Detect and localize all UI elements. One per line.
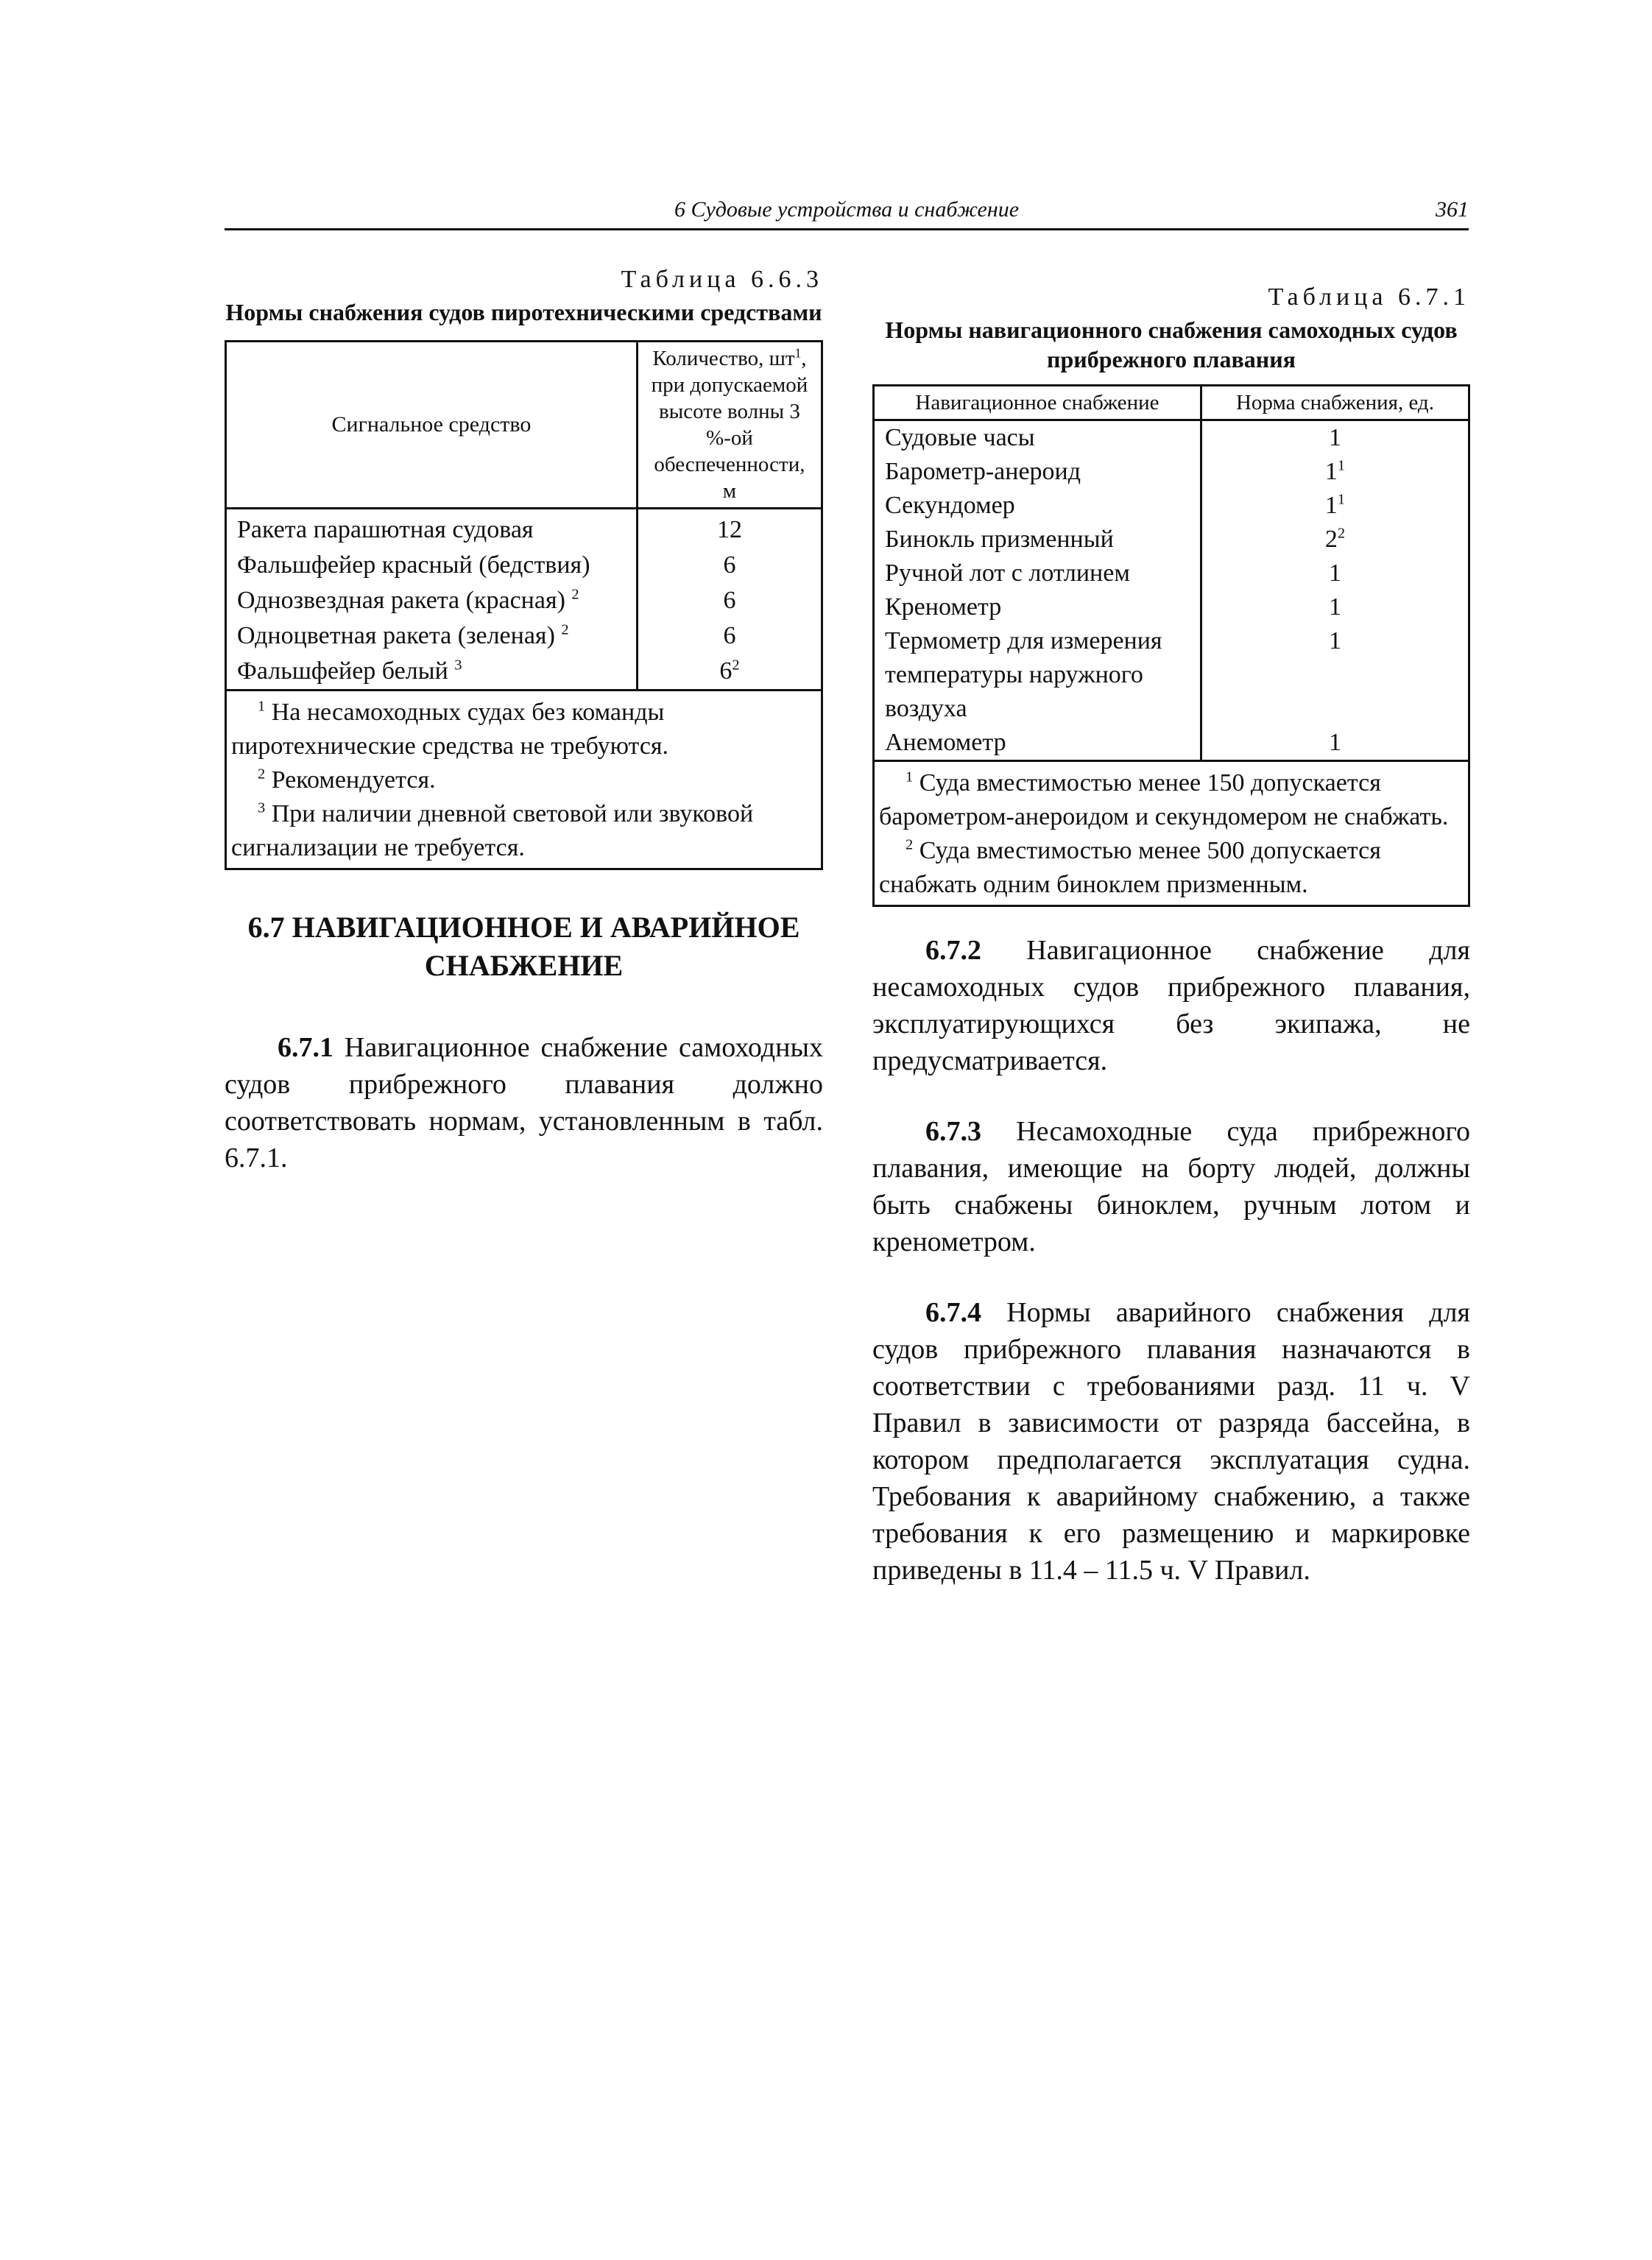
cell-signal: Фальшфейер красный (бедствия): [226, 548, 638, 583]
cell-norm: 1: [1201, 420, 1469, 456]
right-column: [872, 283, 1470, 1589]
cell-supply: Термометр для измерения температуры наружного воздуха: [874, 624, 1201, 726]
section-title: 6.7 НАВИГАЦИОННОЕ И АВАРИЙНОЕ СНАБЖЕНИЕ: [247, 911, 800, 982]
table-row: [874, 523, 1469, 557]
table-671-title: Нормы навигационного снабжения самоходных судов прибрежного плавания: [885, 317, 1458, 372]
footnote: $^2$ Рекомендуется.: [258, 766, 436, 794]
cell-norm: 1: [1201, 624, 1469, 726]
table-row: [874, 590, 1469, 624]
cell-supply: Анемометр: [874, 726, 1201, 761]
paragraph-number: 6.7.3: [925, 1116, 981, 1147]
paragraph-number: 6.7.1: [278, 1032, 333, 1063]
table-671-caption: Таблица 6.7.1: [1268, 283, 1470, 311]
cell-quantity: $6^2$: [637, 654, 822, 691]
table-row: [874, 489, 1469, 523]
cell-norm: 1: [1201, 726, 1469, 761]
table-663-notes: [226, 691, 822, 869]
paragraph-text: Навигационное снабжение самоходных судов прибрежного плавания должно соответствовать нормам, установленным в табл. 6.7.1.: [225, 1032, 823, 1173]
cell-norm: $1^1$: [1201, 489, 1469, 523]
cell-supply: Судовые часы: [874, 420, 1201, 456]
table-671: [872, 384, 1470, 907]
footnote: $^1$ На несамоходных судах без команды пиротехнические средства не требуются.: [231, 698, 669, 760]
cell-quantity: 6: [637, 583, 822, 618]
cell-supply: Кренометр: [874, 590, 1201, 624]
table-row: [874, 455, 1469, 489]
page-number: 361: [1436, 197, 1469, 222]
cell-quantity: 6: [637, 618, 822, 654]
paragraph-6-7-3: [872, 1113, 1470, 1260]
paragraph-6-7-2: [872, 932, 1470, 1079]
table-row: [874, 726, 1469, 761]
left-column: [225, 265, 823, 1176]
cell-quantity: 12: [637, 509, 822, 548]
paragraph-6-7-1: [225, 1029, 823, 1176]
table-671-header-norm: Норма снабжения, ед.: [1201, 386, 1469, 420]
table-row: [874, 557, 1469, 590]
cell-supply: Секундомер: [874, 489, 1201, 523]
table-row: [226, 548, 822, 583]
table-row: [226, 618, 822, 654]
footnote: $^2$ Суда вместимостью менее 500 допускается снабжать одним биноклем призменным.: [879, 836, 1381, 898]
paragraph-text: Несамоходные суда прибрежного плавания, имеющие на борту людей, должны быть снабжены биноклем, ручным лотом и кренометром.: [872, 1116, 1470, 1257]
table-row: [874, 624, 1469, 726]
table-671-header-supply: Навигационное снабжение: [874, 386, 1201, 420]
table-663: [225, 340, 823, 870]
paragraph-6-7-4: [872, 1294, 1470, 1589]
cell-norm: $1^1$: [1201, 455, 1469, 489]
table-663-header-quantity: Количество, $шт^1$, при допускаемой высоте волны 3 %-ой обеспеченности, м: [637, 342, 822, 509]
running-title: 6 Судовые устройства и снабжение: [674, 197, 1020, 222]
cell-signal: Фальшфейер белый $^3$: [226, 654, 638, 691]
cell-norm: 1: [1201, 557, 1469, 590]
footnote: $^3$ При наличии дневной световой или звуковой сигнализации не требуется.: [231, 799, 754, 861]
table-671-notes: [874, 761, 1469, 906]
table-663-title: Нормы снабжения судов пиротехническими средствами: [225, 299, 822, 325]
footnote: $^1$ Суда вместимостью менее 150 допускается барометром-анероидом и секундомером не снабжать.: [879, 769, 1449, 830]
cell-supply: Барометр-анероид: [874, 455, 1201, 489]
table-row: [874, 420, 1469, 456]
paragraph-text: Нормы аварийного снабжения для судов прибрежного плавания назначаются в соответствии с требованиями разд. 11 ч. V Правил в зависимости от разряда бассейна, в котором предполагается эксплуатация судна. Требования к аварийному снабжению, а также требования к его размещению и маркировке приведены в 11.4 – 11.5 ч. V Правил.: [872, 1297, 1470, 1586]
paragraph-number: 6.7.4: [925, 1297, 981, 1328]
cell-supply: Ручной лот с лотлинем: [874, 557, 1201, 590]
page-header: [225, 197, 1469, 230]
table-row: [226, 583, 822, 618]
cell-norm: $2^2$: [1201, 523, 1469, 557]
paragraph-text: Навигационное снабжение для несамоходных судов прибрежного плавания, эксплуатирующихся без экипажа, не предусматривается.: [872, 935, 1470, 1076]
table-row: [226, 654, 822, 691]
cell-norm: 1: [1201, 590, 1469, 624]
cell-signal: Однозвездная ракета (красная) $^2$: [226, 583, 638, 618]
table-row: [226, 509, 822, 548]
cell-signal: Ракета парашютная судовая: [226, 509, 638, 548]
table-663-caption: Таблица 6.6.3: [621, 266, 823, 293]
cell-quantity: 6: [637, 548, 822, 583]
table-663-header-signal: Сигнальное средство: [226, 342, 638, 509]
cell-supply: Бинокль призменный: [874, 523, 1201, 557]
paragraph-number: 6.7.2: [925, 935, 981, 966]
right-paragraphs: [872, 932, 1470, 1589]
cell-signal: Одноцветная ракета (зеленая) $^2$: [226, 618, 638, 654]
